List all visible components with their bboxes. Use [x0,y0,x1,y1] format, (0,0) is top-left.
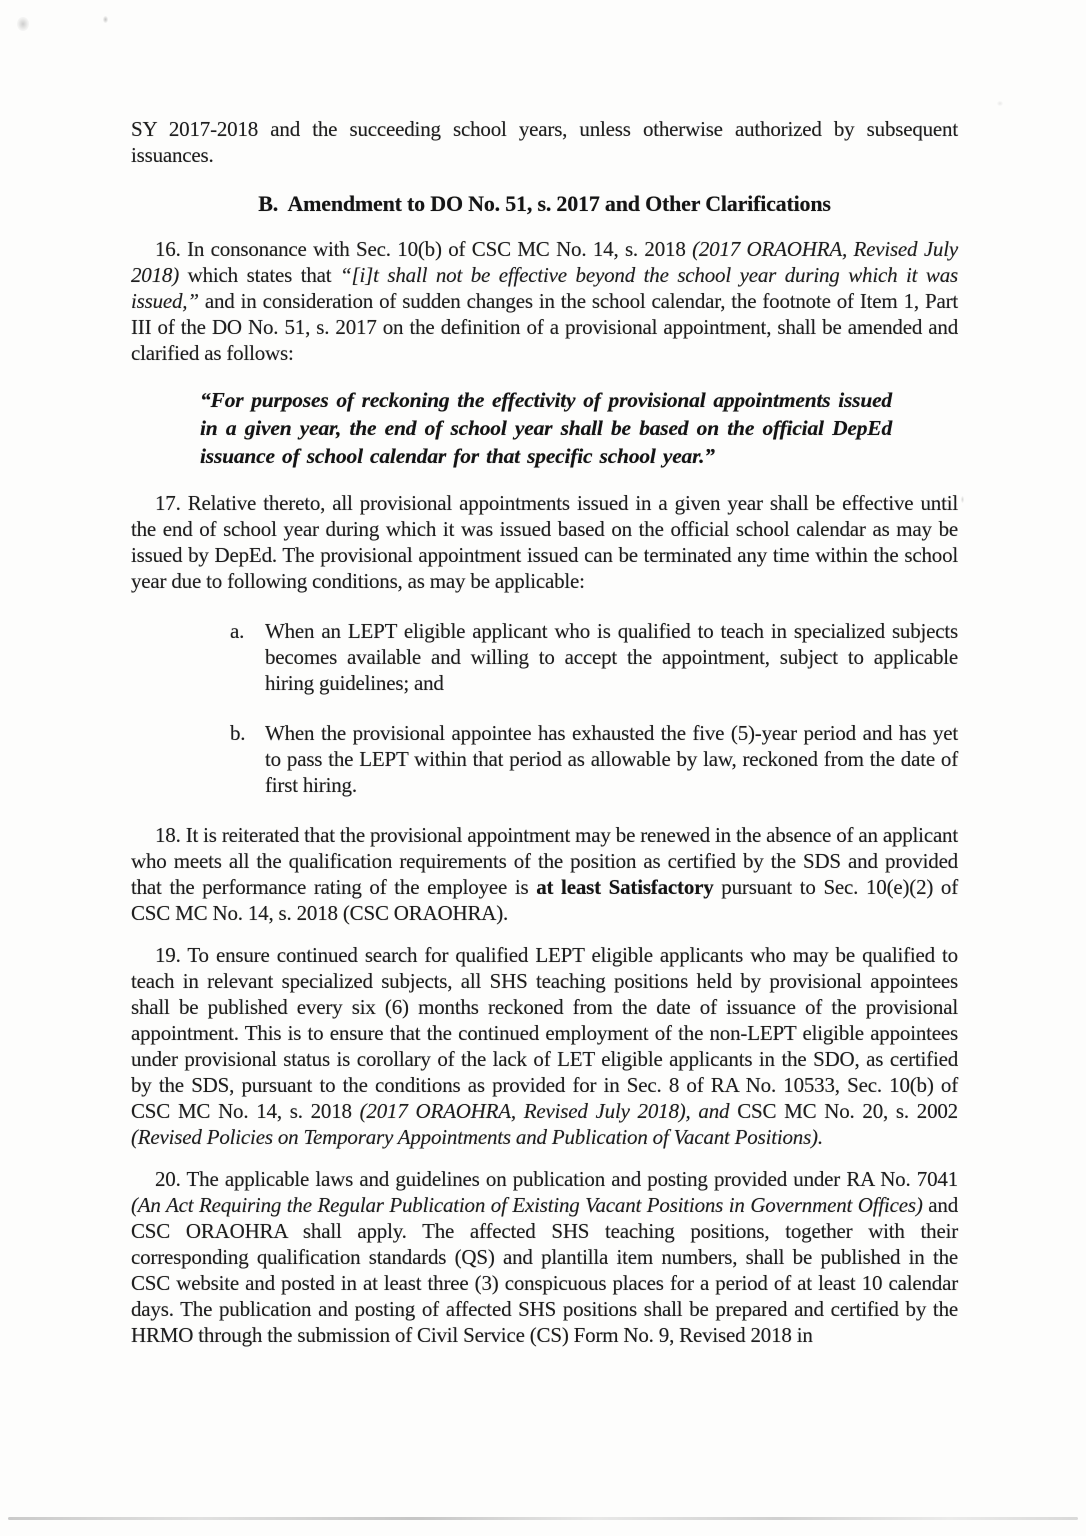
list-item-a-text: When an LEPT eligible applicant who is qualified to teach in specialized subjects becomes available and willing to accept the appointment, subject to applicable hiring guidelines; and [265,619,958,695]
list-marker-b: b. [230,721,246,745]
scan-speck [997,101,1003,106]
text-column [131,116,958,1348]
paragraph-20: 20. The applicable laws and guidelines on publication and posting provided under RA No. 7041 (An Act Requiring the Regular Publication of Existing Vacant Positions in Government Offices) and CSC ORAOHRA shall apply. The affected SHS teaching positions, together with their corresponding qualification standards (QS) and plantilla item numbers, shall be published in the CSC website and posted in at least three (3) conspicuous places for a period of at least 10 calendar days. The publication and posting of affected SHS positions shall be prepared and certified by the HRMO through the submission of Civil Service (CS) Form No. 9, Revised 2018 in [131,1167,958,1347]
scan-speck [961,496,964,503]
list-marker-a: a. [230,619,245,643]
list-item-b-text: When the provisional appointee has exhausted the five (5)-year period and has yet to pass the LEPT within that period as allowable by law, reckoned from the date of first hiring. [265,721,958,797]
section-heading: B. Amendment to DO No. 51, s. 2017 and Other Clarifications [258,191,831,216]
paragraph-17: 17. Relative thereto, all provisional appointments issued in a given year shall be effective until the end of school year during which it was issued based on the official school calendar as may be issued by DepEd. The provisional appointment issued can be terminated any time within the school year due to following conditions, as may be applicable: [131,491,958,593]
list-item-b [230,720,958,798]
paragraph-16: 16. In consonance with Sec. 10(b) of CSC MC No. 14, s. 2018 (2017 ORAOHRA, Revised July 2018) which states that “[i]t shall not be effective beyond the school year during which it was issued,” and in consideration of sudden changes in the school calendar, the footnote of Item 1, Part III of the DO No. 51, s. 2017 on the definition of a provisional appointment, shall be amended and clarified as follows: [131,237,958,365]
scan-speck [17,17,29,31]
paragraph-19: 19. To ensure continued search for qualified LEPT eligible applicants who may be qualified to teach in relevant specialized subjects, all SHS teaching positions held by provisional appointees shall be published every six (6) months reckoned from the date of issuance of the provisional appointment. This is to ensure that the continued employment of the non-LEPT eligible appointees under provisional status is corollary of the lack of LET eligible applicants in the SDO, as certified by the SDS, pursuant to the conditions as provided for in Sec. 8 of RA No. 10533, Sec. 10(b) of CSC MC No. 14, s. 2018 (2017 ORAOHRA, Revised July 2018), and CSC MC No. 20, s. 2002 (Revised Policies on Temporary Appointments and Publication of Vacant Positions). [131,943,958,1149]
intro-paragraph: SY 2017-2018 and the succeeding school years, unless otherwise authorized by subsequent issuances. [131,117,958,167]
amendment-block-quote: “For purposes of reckoning the effectivity of provisional appointments issued in a given year, the end of school year shall be based on the official DepEd issuance of school calendar for that specific school year.” [200,388,892,468]
scan-artifact-line [8,1517,1078,1520]
paragraph-18: 18. It is reiterated that the provisional appointment may be renewed in the absence of an applicant who meets all the qualification requirements of the position as certified by the SDS and provided that the performance rating of the employee is at least Satisfactory pursuant to Sec. 10(e)(2) of CSC MC No. 14, s. 2018 (CSC ORAOHRA). [131,823,959,925]
scan-speck [103,16,108,23]
list-item-a [230,618,958,696]
